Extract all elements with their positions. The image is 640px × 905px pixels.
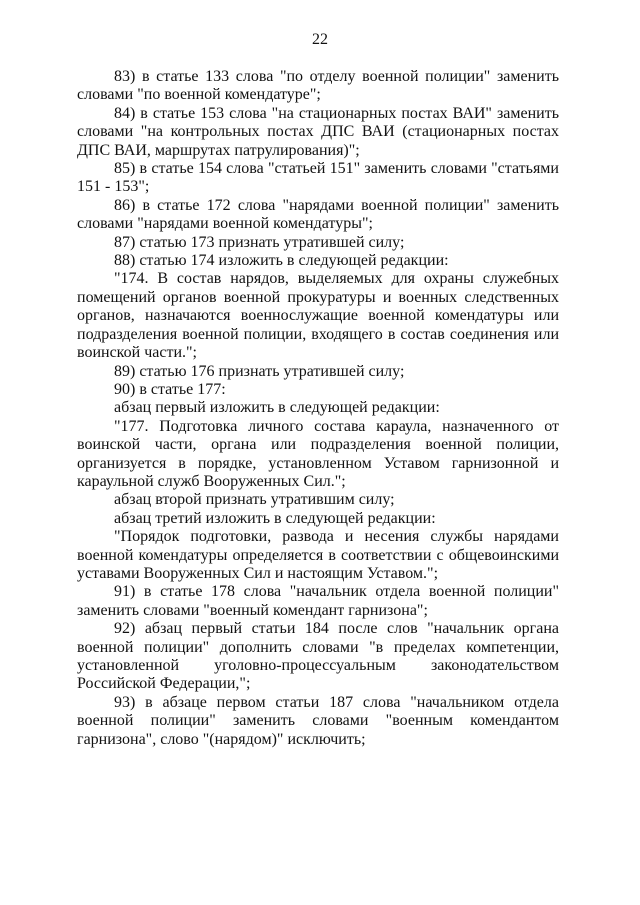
paragraph-85: 85) в статье 154 слова "статьей 151" заменить словами "статьями 151 - 153"; — [77, 160, 559, 196]
paragraph-91: 91) в статье 178 слова "начальник отдела военной полиции" заменить словами "военный комендант гарнизона"; — [77, 583, 559, 619]
paragraph-83: 83) в статье 133 слова "по отделу военной полиции" заменить словами "по военной комендатуре"; — [77, 68, 559, 104]
paragraph-87: 87) статью 173 признать утратившей силу; — [114, 233, 405, 251]
quote-article-174: "174. В состав нарядов, выделяемых для охраны служебных помещений органов военной прокуратуры и военных следственных органов, назначаются военнослужащие военной комендатуры или подразделения военной полиции, входящего в состав соединения или воинской части."; — [77, 270, 559, 362]
paragraph-92: 92) абзац первый статьи 184 после слов "начальник органа военной полиции" дополнить словами "в пределах компетенции, установленной уголовно-процессуальным законодательством Российской Федерации,"; — [77, 620, 559, 693]
quote-article-177: "177. Подготовка личного состава караула, назначенного от воинской части, органа или подразделения военной полиции, организуется в порядке, установленном Уставом гарнизонной и караульной служб Вооруженных Сил."; — [77, 417, 559, 490]
paragraph-90-abzac-3: абзац третий изложить в следующей редакции: — [114, 509, 436, 527]
paragraph-88: 88) статью 174 изложить в следующей редакции: — [114, 252, 449, 270]
paragraph-90-abzac-1: абзац первый изложить в следующей редакции: — [114, 399, 440, 417]
paragraph-89: 89) статью 176 признать утратившей силу; — [114, 362, 405, 380]
paragraph-90: 90) в статье 177: — [114, 380, 226, 398]
quote-procedure: "Порядок подготовки, развода и несения службы нарядами военной комендатуры определяется в соответствии с общевоинскими уставами Вооруженных Сил и настоящим Уставом."; — [77, 528, 559, 582]
paragraph-84: 84) в статье 153 слова "на стационарных постах ВАИ" заменить словами "на контрольных постах ДПС ВАИ (стационарных постах ДПС ВАИ, маршрутах патрулирования)"; — [77, 104, 559, 159]
paragraph-90-abzac-2: абзац второй признать утратившим силу; — [114, 491, 395, 509]
paragraph-93: 93) в абзаце первом статьи 187 слова "начальником отдела военной полиции" заменить словами "военным комендантом гарнизона", слово "(нарядом)" исключить; — [77, 693, 559, 748]
paragraph-86: 86) в статье 172 слова "нарядами военной полиции" заменить словами "нарядами военной комендатуры"; — [77, 196, 559, 233]
document-body — [77, 68, 559, 749]
page-number: 22 — [312, 31, 328, 48]
